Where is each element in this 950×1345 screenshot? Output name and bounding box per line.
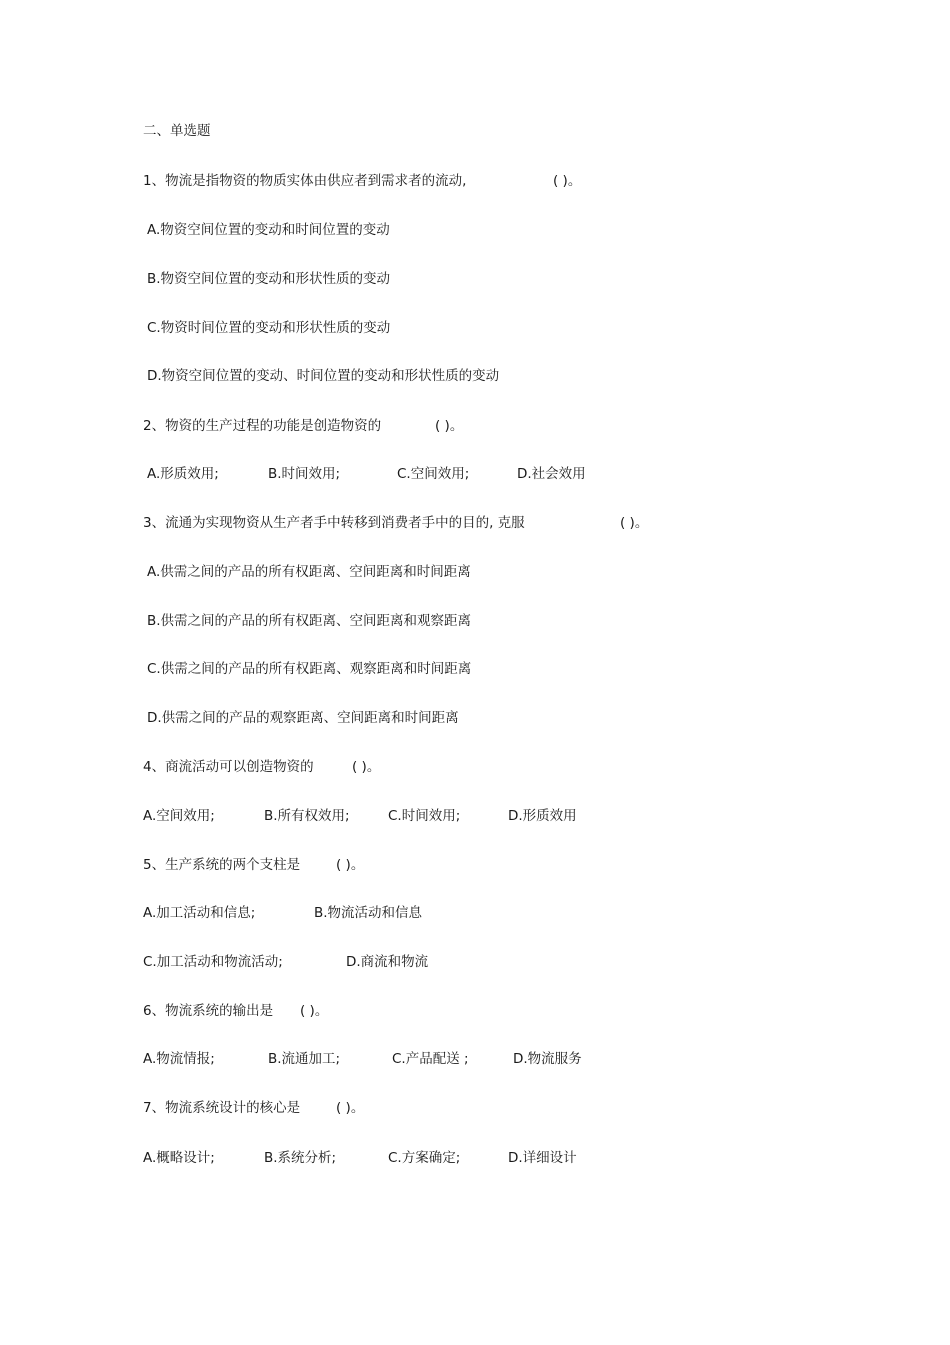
option-d: D.商流和物流 (346, 954, 429, 970)
option-d: D.形质效用 (508, 808, 577, 824)
option-d: D.详细设计 (508, 1150, 577, 1166)
answer-blank: ( )。 (553, 173, 582, 189)
question-stem-text: 2、物资的生产过程的功能是创造物资的 (143, 418, 382, 434)
question-stem-text: 1、物流是指物资的物质实体由供应者到需求者的流动, (143, 173, 467, 189)
answer-blank: ( )。 (336, 1100, 365, 1116)
option-a: A.概略设计; (143, 1150, 215, 1166)
option-c: C.产品配送 ; (392, 1051, 469, 1067)
answer-blank: ( )。 (300, 1003, 329, 1019)
option-c: C.加工活动和物流活动; (143, 954, 283, 970)
option-b: B.时间效用; (268, 466, 341, 482)
question-stem-text: 6、物流系统的输出是 (143, 1003, 274, 1019)
option-b: B.物流活动和信息 (314, 905, 423, 921)
option-c: C.时间效用; (388, 808, 461, 824)
question-stem-text: 3、流通为实现物资从生产者手中转移到消费者手中的目的, 克服 (143, 515, 525, 531)
option-a: A.空间效用; (143, 808, 215, 824)
option-c: C.空间效用; (397, 466, 470, 482)
option-c: C.方案确定; (388, 1150, 461, 1166)
option-a: A.形质效用; (147, 466, 219, 482)
answer-blank: ( )。 (435, 418, 464, 434)
option-a: A.加工活动和信息; (143, 905, 256, 921)
answer-blank: ( )。 (620, 515, 649, 531)
question-stem-text: 7、物流系统设计的核心是 (143, 1100, 301, 1116)
option-d: D.物流服务 (513, 1051, 582, 1067)
question-stem-text: 5、生产系统的两个支柱是 (143, 857, 301, 873)
answer-blank: ( )。 (352, 759, 381, 775)
option-b: B.所有权效用; (264, 808, 350, 824)
option-b: B.系统分析; (264, 1150, 337, 1166)
answer-blank: ( )。 (336, 857, 365, 873)
option-a: A.物流情报; (143, 1051, 215, 1067)
option-d: D.社会效用 (517, 466, 586, 482)
option-b: B.流通加工; (268, 1051, 341, 1067)
question-stem-text: 4、商流活动可以创造物资的 (143, 759, 314, 775)
